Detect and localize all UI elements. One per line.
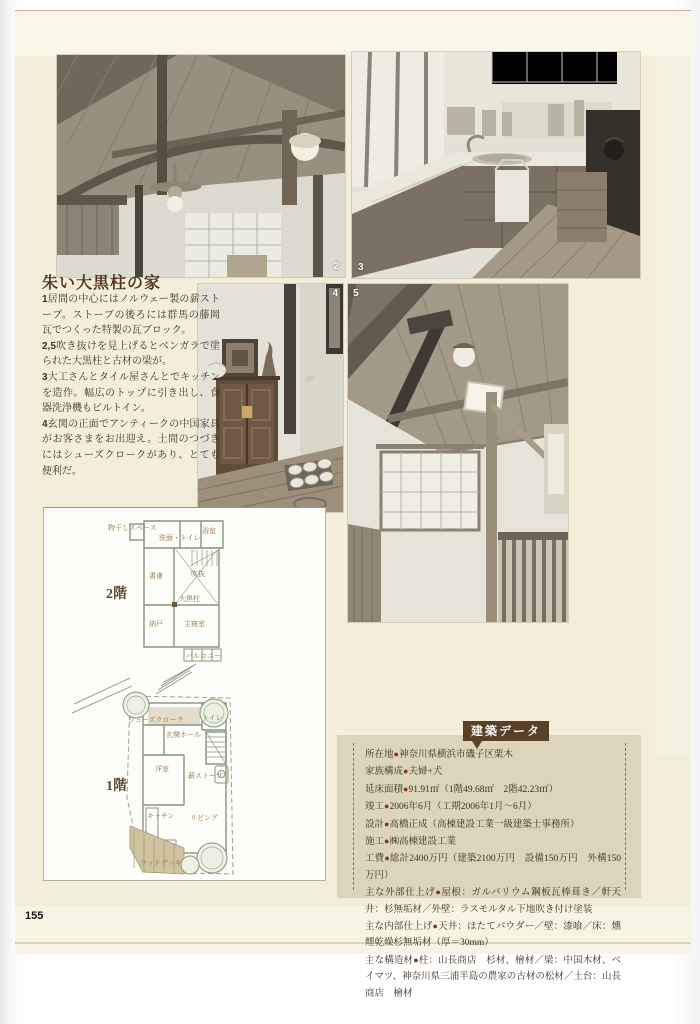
panel-left-dashed-rule [353, 743, 354, 890]
data-row-structural-materials: 主な構造材●柱：山長商店 杉材、檜材／梁：中国木材、ベイマツ、神奈川県三浦半島の農家の古材の松材／土台：山長商店 檜材 [365, 954, 621, 999]
bullet-icon: ● [384, 853, 390, 864]
data-row-design: 設計●高橋正成（高棟建設工業一級建築士事務所） [365, 818, 580, 830]
room-label-wood-stove: 薪ストーブ [188, 772, 223, 780]
room-label-wood-deck: ウッドデッキ [140, 859, 182, 867]
floor-1-label: 1階 [106, 779, 127, 794]
caption-number: 2,5 [42, 340, 56, 352]
room-label-drying-space: 物干しスペース [108, 524, 157, 532]
caption-1: 1居間の中心にはノルウェー製の薪ストーブ。ストーブの後ろには群馬の藤岡瓦でつくった特製の瓦ブロック。 [42, 294, 220, 337]
atrium-photo-art [348, 284, 568, 622]
room-label-master-bedroom: 主寝室 [184, 620, 205, 628]
photo-number: 3 [358, 262, 364, 273]
data-row-exterior-finish: 主な外部仕上げ●屋根：ガルバリウム鋼板瓦棒葺き／軒天井：杉無垢材／外壁：ラスモルタル下地吹き付け塗装 [365, 887, 621, 915]
photo-ceiling-beams [57, 55, 345, 277]
data-row-construction: 施工●㈱高棟建設工業 [365, 836, 456, 848]
data-row-location: 所在地●神奈川県横浜市磯子区栗木 [365, 749, 513, 760]
caption-2-5: 2,5吹き抜けを見上げるとベンガラで塗られた大黒柱と古材の梁が。 [42, 340, 220, 368]
bullet-icon: ● [413, 954, 419, 965]
data-row-floor-area: 延床面積●91.91㎡（1階49.68㎡ 2階42.23㎡） [365, 783, 559, 795]
bullet-icon: ● [432, 921, 439, 932]
panel-right-dashed-rule [625, 743, 626, 890]
room-label-toilet: トイレ [202, 714, 223, 722]
page-top-band [15, 11, 691, 56]
room-label-shoe-closet: シューズクローク [128, 716, 184, 724]
bullet-icon: ● [403, 783, 409, 794]
data-row-interior-finish: 主な内部仕上げ●天井：ほたてパウダー／壁：漆喰／床：燻煙乾燥杉無垢材（厚＝30mm） [365, 921, 621, 949]
caption-3: 3大工さんとタイル屋さんとでキッチンを造作。幅広のトップに引き出し、食器洗浄機もビルトイン。 [42, 371, 220, 415]
bullet-icon: ● [435, 887, 442, 898]
photo-number: 5 [353, 288, 359, 299]
kitchen-photo-art [352, 52, 640, 278]
data-row-completion: 竣工●2006年6月（工期2006年1月～6月） [365, 801, 537, 813]
photo-captions [42, 292, 220, 479]
bullet-icon: ● [384, 818, 390, 829]
photo-atrium [348, 284, 568, 622]
bullet-icon: ● [393, 749, 399, 759]
data-row-cost: 工費●総計2400万円（建築2100万円 設備150万円 外構150万円） [365, 853, 621, 881]
room-label-western-room: 洋室 [155, 765, 169, 773]
room-label-void: 吹抜 [191, 570, 205, 578]
article-title: 朱い大黒柱の家 [42, 275, 162, 292]
photo-kitchen [352, 52, 640, 278]
room-label-storage: 納戸 [149, 620, 163, 628]
room-label-kitchen: キッチン [147, 812, 175, 820]
caption-4: 4玄関の正面でアンティークの中国家具がお客さまをお出迎え。土間のつづきにはシューズクロークがあり、とても便利だ。 [42, 418, 220, 477]
room-label-entrance-hall: 玄関ホール [166, 731, 201, 739]
bullet-icon: ● [403, 766, 409, 777]
ceiling-photo-art [57, 55, 345, 277]
room-label-daikoku-pillar: 大黒柱 [179, 595, 200, 603]
page-right-margin [657, 56, 691, 756]
room-label-living: リビング [190, 814, 218, 822]
caption-number: 1 [42, 294, 48, 305]
floor-plan-drawing [44, 508, 325, 878]
room-label-study: 書斎 [149, 572, 163, 580]
building-data-header: 建築データ [463, 721, 549, 741]
building-data-text [365, 746, 621, 1002]
caption-number: 3 [42, 371, 48, 383]
floor-plan-box [43, 507, 326, 881]
data-row-family: 家族構成●夫婦+犬 [365, 766, 443, 778]
bullet-icon: ● [384, 836, 390, 847]
room-label-bathroom: 浴室 [202, 527, 216, 535]
page-number: 155 [25, 910, 44, 922]
room-label-washroom-toilet: 洗面・トイレ [159, 534, 201, 542]
floor-2-label: 2階 [106, 587, 127, 602]
photo-number: 2 [333, 261, 339, 272]
photo-number: 4 [332, 288, 338, 299]
caption-number: 4 [42, 418, 48, 430]
bullet-icon: ● [384, 801, 390, 812]
room-label-balcony: バルコニー [186, 652, 221, 660]
